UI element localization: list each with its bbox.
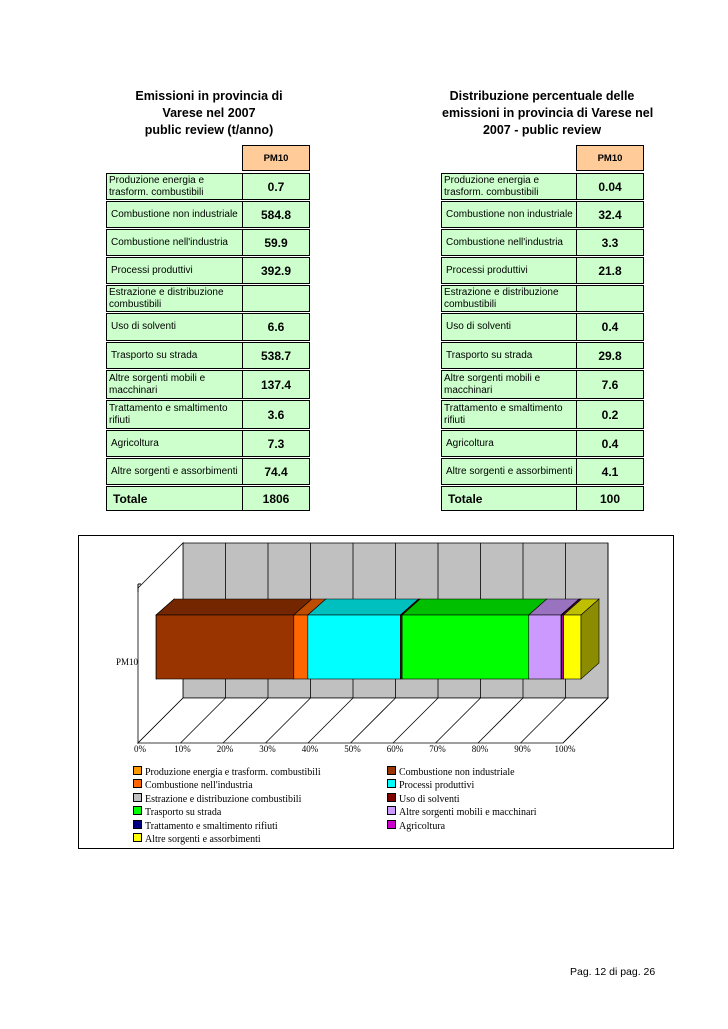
table-row [107, 343, 310, 369]
x-tick-label: 100% [554, 744, 576, 754]
value-cell: 21.8 [577, 258, 644, 284]
category-cell [442, 371, 577, 399]
category-label-line: rifiuti [109, 414, 131, 426]
legend-label: Trattamento e smaltimento rifiuti [145, 820, 278, 832]
total-label: Totale [107, 487, 243, 511]
category-label-line: Combustione nell'industria [446, 236, 563, 248]
category-cell [107, 431, 243, 457]
value-cell: 0.04 [577, 174, 644, 200]
category-label-line: Trasporto su strada [446, 349, 533, 361]
category-label-line: Altre sorgenti e assorbimenti [111, 465, 238, 477]
bar-segment [156, 615, 294, 679]
category-label-line: Agricoltura [446, 437, 494, 449]
legend-swatch [387, 766, 396, 775]
category-cell [442, 202, 577, 228]
total-value: 100 [577, 487, 644, 511]
table-row [107, 174, 310, 200]
table-row [442, 258, 644, 284]
category-label-line: Produzione energia e [109, 174, 205, 186]
x-tick-label: 20% [216, 744, 234, 754]
value-cell: 137.4 [243, 371, 310, 399]
category-label-line: Uso di solventi [446, 321, 512, 332]
value-cell [577, 286, 644, 312]
category-label-line: Produzione energia e [444, 174, 540, 186]
value-cell: 392.9 [243, 258, 310, 284]
x-tick-label: 40% [301, 744, 319, 754]
category-cell [107, 286, 243, 312]
legend-label: Uso di solventi [399, 793, 460, 805]
x-tick-label: 60% [386, 744, 404, 754]
bar-segment-top [402, 599, 547, 615]
total-row [107, 487, 310, 511]
legend-swatch [387, 779, 396, 788]
legend-swatch [133, 833, 142, 842]
category-cell [442, 401, 577, 429]
category-cell [442, 459, 577, 485]
table-row [442, 371, 644, 399]
table-row [107, 202, 310, 228]
right-title-line: Distribuzione percentuale delle [449, 89, 635, 103]
left-title-line: Varese nel 2007 [162, 106, 256, 120]
table-row [107, 286, 310, 312]
category-label-line: combustibili [444, 298, 497, 310]
column-header: PM10 [577, 146, 644, 171]
legend-item [387, 793, 460, 806]
legend-swatch [133, 806, 142, 815]
legend-label: Combustione nell'industria [145, 780, 253, 792]
legend-item [133, 779, 253, 792]
category-label-line: Processi produttivi [446, 264, 528, 276]
value-cell: 74.4 [243, 459, 310, 485]
left-emissions-table [106, 145, 310, 511]
bar-segment-top [308, 599, 419, 615]
category-label: PM10 [116, 657, 139, 667]
value-cell: 0.7 [243, 174, 310, 200]
category-label-line: Combustione nell'industria [111, 236, 228, 248]
category-cell [107, 459, 243, 485]
category-label-line: trasform. combustibili [109, 186, 204, 198]
table-row [107, 401, 310, 429]
x-tick-label: 50% [344, 744, 361, 754]
legend-item [387, 779, 474, 792]
table-row [107, 459, 310, 485]
category-label-line: Altre sorgenti e assorbimenti [446, 465, 573, 477]
category-label-line: Trasporto su strada [111, 349, 198, 361]
legend-label: Estrazione e distribuzione combustibili [145, 793, 302, 805]
table-row [442, 174, 644, 200]
header-spacer [107, 146, 243, 171]
legend-swatch [133, 766, 142, 775]
total-label: Totale [442, 487, 577, 511]
legend-item [133, 833, 261, 846]
category-label-line: Estrazione e distribuzione [109, 286, 224, 298]
left-table-title [108, 88, 310, 139]
legend-item [133, 766, 321, 779]
column-header: PM10 [243, 146, 310, 171]
left-title-line: Emissioni in provincia di [135, 89, 283, 103]
category-label-line: macchinari [109, 384, 158, 396]
table-row [442, 230, 644, 256]
bar-segment [308, 615, 401, 679]
table-row [442, 286, 644, 312]
table-row [442, 314, 644, 341]
value-cell: 4.1 [577, 459, 644, 485]
category-cell [107, 258, 243, 284]
category-cell [107, 371, 243, 399]
table-row [442, 401, 644, 429]
legend-swatch [133, 793, 142, 802]
right-table-title [442, 88, 654, 139]
x-tick-label: 30% [259, 744, 276, 754]
x-tick-label: 0% [134, 744, 146, 754]
value-cell: 0.4 [577, 431, 644, 457]
right-percentage-table [441, 145, 644, 511]
value-cell: 538.7 [243, 343, 310, 369]
page-number: Pag. 12 di pag. 26 [570, 966, 656, 978]
legend-label: Combustione non industriale [399, 767, 515, 778]
right-title-line: 2007 - public review [482, 123, 602, 137]
table-row [107, 371, 310, 399]
category-label-line: Estrazione e distribuzione [444, 286, 559, 298]
value-cell: 3.3 [577, 230, 644, 256]
value-cell: 29.8 [577, 343, 644, 369]
bar-segment [402, 615, 529, 679]
bar-segment [564, 615, 581, 679]
legend-item [387, 806, 537, 819]
legend-item [387, 820, 445, 833]
legend-item [387, 766, 515, 779]
table-row [442, 431, 644, 457]
legend-label: Trasporto su strada [145, 807, 222, 819]
category-label-line: macchinari [444, 384, 493, 396]
category-label-line: trasform. combustibili [444, 186, 539, 198]
total-row [442, 487, 644, 511]
x-tick-label: 10% [174, 744, 191, 754]
category-label-line: Trattamento e smaltimento [444, 402, 563, 414]
category-cell [442, 314, 577, 341]
category-label-line: Uso di solventi [111, 321, 177, 332]
category-cell [442, 431, 577, 457]
bar-segment [529, 615, 561, 679]
table-row [107, 314, 310, 341]
category-label-line: Combustione non industriale [111, 208, 238, 220]
category-cell [107, 401, 243, 429]
category-label-line: Altre sorgenti mobili e [444, 372, 541, 384]
category-cell [442, 343, 577, 369]
table-row [107, 258, 310, 284]
legend-swatch [133, 820, 142, 829]
left-title-line: public review (t/anno) [144, 123, 274, 137]
category-label-line: Processi produttivi [111, 264, 193, 276]
right-title-line: emissioni in provincia di Varese nel [442, 106, 654, 120]
total-value: 1806 [243, 487, 310, 511]
category-cell [107, 343, 243, 369]
value-cell [243, 286, 310, 312]
table-row [442, 202, 644, 228]
category-cell [107, 230, 243, 256]
category-cell [442, 286, 577, 312]
legend-item [133, 820, 278, 833]
table-row [442, 343, 644, 369]
x-tick-label: 90% [514, 744, 531, 754]
category-cell [107, 174, 243, 200]
x-tick-label: 70% [429, 744, 446, 754]
category-cell [107, 202, 243, 228]
legend-swatch [387, 820, 396, 829]
category-label-line: combustibili [109, 298, 162, 310]
legend-label: Produzione energia e trasform. combustibili [145, 767, 321, 778]
value-cell: 0.2 [577, 401, 644, 429]
legend-item [133, 793, 301, 806]
value-cell: 3.6 [243, 401, 310, 429]
header-spacer [442, 146, 577, 171]
legend-label: Agricoltura [399, 820, 446, 832]
legend-swatch [133, 779, 142, 788]
bar-segment-top [156, 599, 312, 615]
category-cell [442, 174, 577, 200]
table-row [107, 230, 310, 256]
category-label-line: rifiuti [444, 414, 466, 426]
value-cell: 7.6 [577, 371, 644, 399]
category-cell [442, 258, 577, 284]
category-label-line: Trattamento e smaltimento [109, 402, 228, 414]
value-cell: 584.8 [243, 202, 310, 228]
value-cell: 6.6 [243, 314, 310, 341]
x-tick-label: 80% [471, 744, 489, 754]
category-label-line: Altre sorgenti mobili e [109, 372, 206, 384]
legend-label: Altre sorgenti e assorbimenti [145, 834, 261, 845]
value-cell: 32.4 [577, 202, 644, 228]
category-cell [442, 230, 577, 256]
table-row [442, 459, 644, 485]
category-cell [107, 314, 243, 341]
value-cell: 59.9 [243, 230, 310, 256]
category-label-line: Agricoltura [111, 437, 159, 449]
legend-label: Altre sorgenti mobili e macchinari [399, 807, 537, 819]
value-cell: 7.3 [243, 431, 310, 457]
legend-swatch [387, 793, 396, 802]
legend-swatch [387, 806, 396, 815]
table-row [107, 431, 310, 457]
category-label-line: Combustione non industriale [446, 208, 573, 220]
legend-label: Processi produttivi [399, 780, 475, 792]
bar-segment [294, 615, 308, 679]
value-cell: 0.4 [577, 314, 644, 341]
legend-item [133, 806, 221, 819]
